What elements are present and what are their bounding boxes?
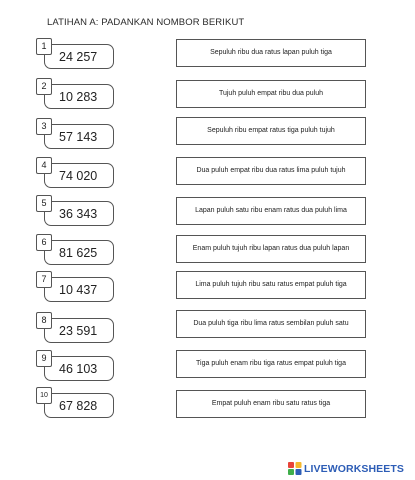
item-index: 2: [36, 78, 52, 95]
item-index: 3: [36, 118, 52, 135]
item-index: 1: [36, 38, 52, 55]
item-index: 4: [36, 157, 52, 174]
word-answer-box[interactable]: Dua puluh empat ribu dua ratus lima puluh tujuh: [176, 157, 366, 185]
number-value[interactable]: 67 828: [44, 393, 114, 418]
liveworksheets-logo: [288, 462, 404, 475]
number-item: [36, 78, 116, 110]
word-answer-box[interactable]: Dua puluh tiga ribu lima ratus sembilan puluh satu: [176, 310, 366, 338]
number-value[interactable]: 46 103: [44, 356, 114, 381]
number-value[interactable]: 74 020: [44, 163, 114, 188]
word-answer-box[interactable]: Tujuh puluh empat ribu dua puluh: [176, 80, 366, 108]
item-index: 6: [36, 234, 52, 251]
item-index: 5: [36, 195, 52, 212]
number-item: [36, 234, 116, 266]
word-answer-box[interactable]: Tiga puluh enam ribu tiga ratus empat puluh tiga: [176, 350, 366, 378]
worksheet-title: LATIHAN A: PADANKAN NOMBOR BERIKUT: [47, 17, 245, 28]
word-answer-box[interactable]: Sepuluh ribu dua ratus lapan puluh tiga: [176, 39, 366, 67]
number-item: [36, 312, 116, 344]
number-item: [36, 118, 116, 150]
number-value[interactable]: 24 257: [44, 44, 114, 69]
item-index: 8: [36, 312, 52, 329]
number-item: [36, 157, 116, 189]
number-value[interactable]: 81 625: [44, 240, 114, 265]
number-item: [36, 195, 116, 227]
word-answer-box[interactable]: Lapan puluh satu ribu enam ratus dua puluh lima: [176, 197, 366, 225]
word-answer-box[interactable]: Enam puluh tujuh ribu lapan ratus dua puluh lapan: [176, 235, 366, 263]
word-answer-box[interactable]: Sepuluh ribu empat ratus tiga puluh tujuh: [176, 117, 366, 145]
logo-text: LIVEWORKSHEETS: [304, 462, 404, 475]
liveworksheets-logo-icon: [288, 462, 302, 475]
item-index: 10: [36, 387, 52, 404]
number-value[interactable]: 10 283: [44, 84, 114, 109]
number-value[interactable]: 10 437: [44, 277, 114, 302]
number-item: [36, 38, 116, 70]
number-value[interactable]: 23 591: [44, 318, 114, 343]
word-answer-box[interactable]: Empat puluh enam ribu satu ratus tiga: [176, 390, 366, 418]
item-index: 9: [36, 350, 52, 367]
number-item: [36, 387, 116, 419]
number-item: [36, 271, 116, 303]
item-index: 7: [36, 271, 52, 288]
number-value[interactable]: 57 143: [44, 124, 114, 149]
number-value[interactable]: 36 343: [44, 201, 114, 226]
number-item: [36, 350, 116, 382]
word-answer-box[interactable]: Lima puluh tujuh ribu satu ratus empat puluh tiga: [176, 271, 366, 299]
